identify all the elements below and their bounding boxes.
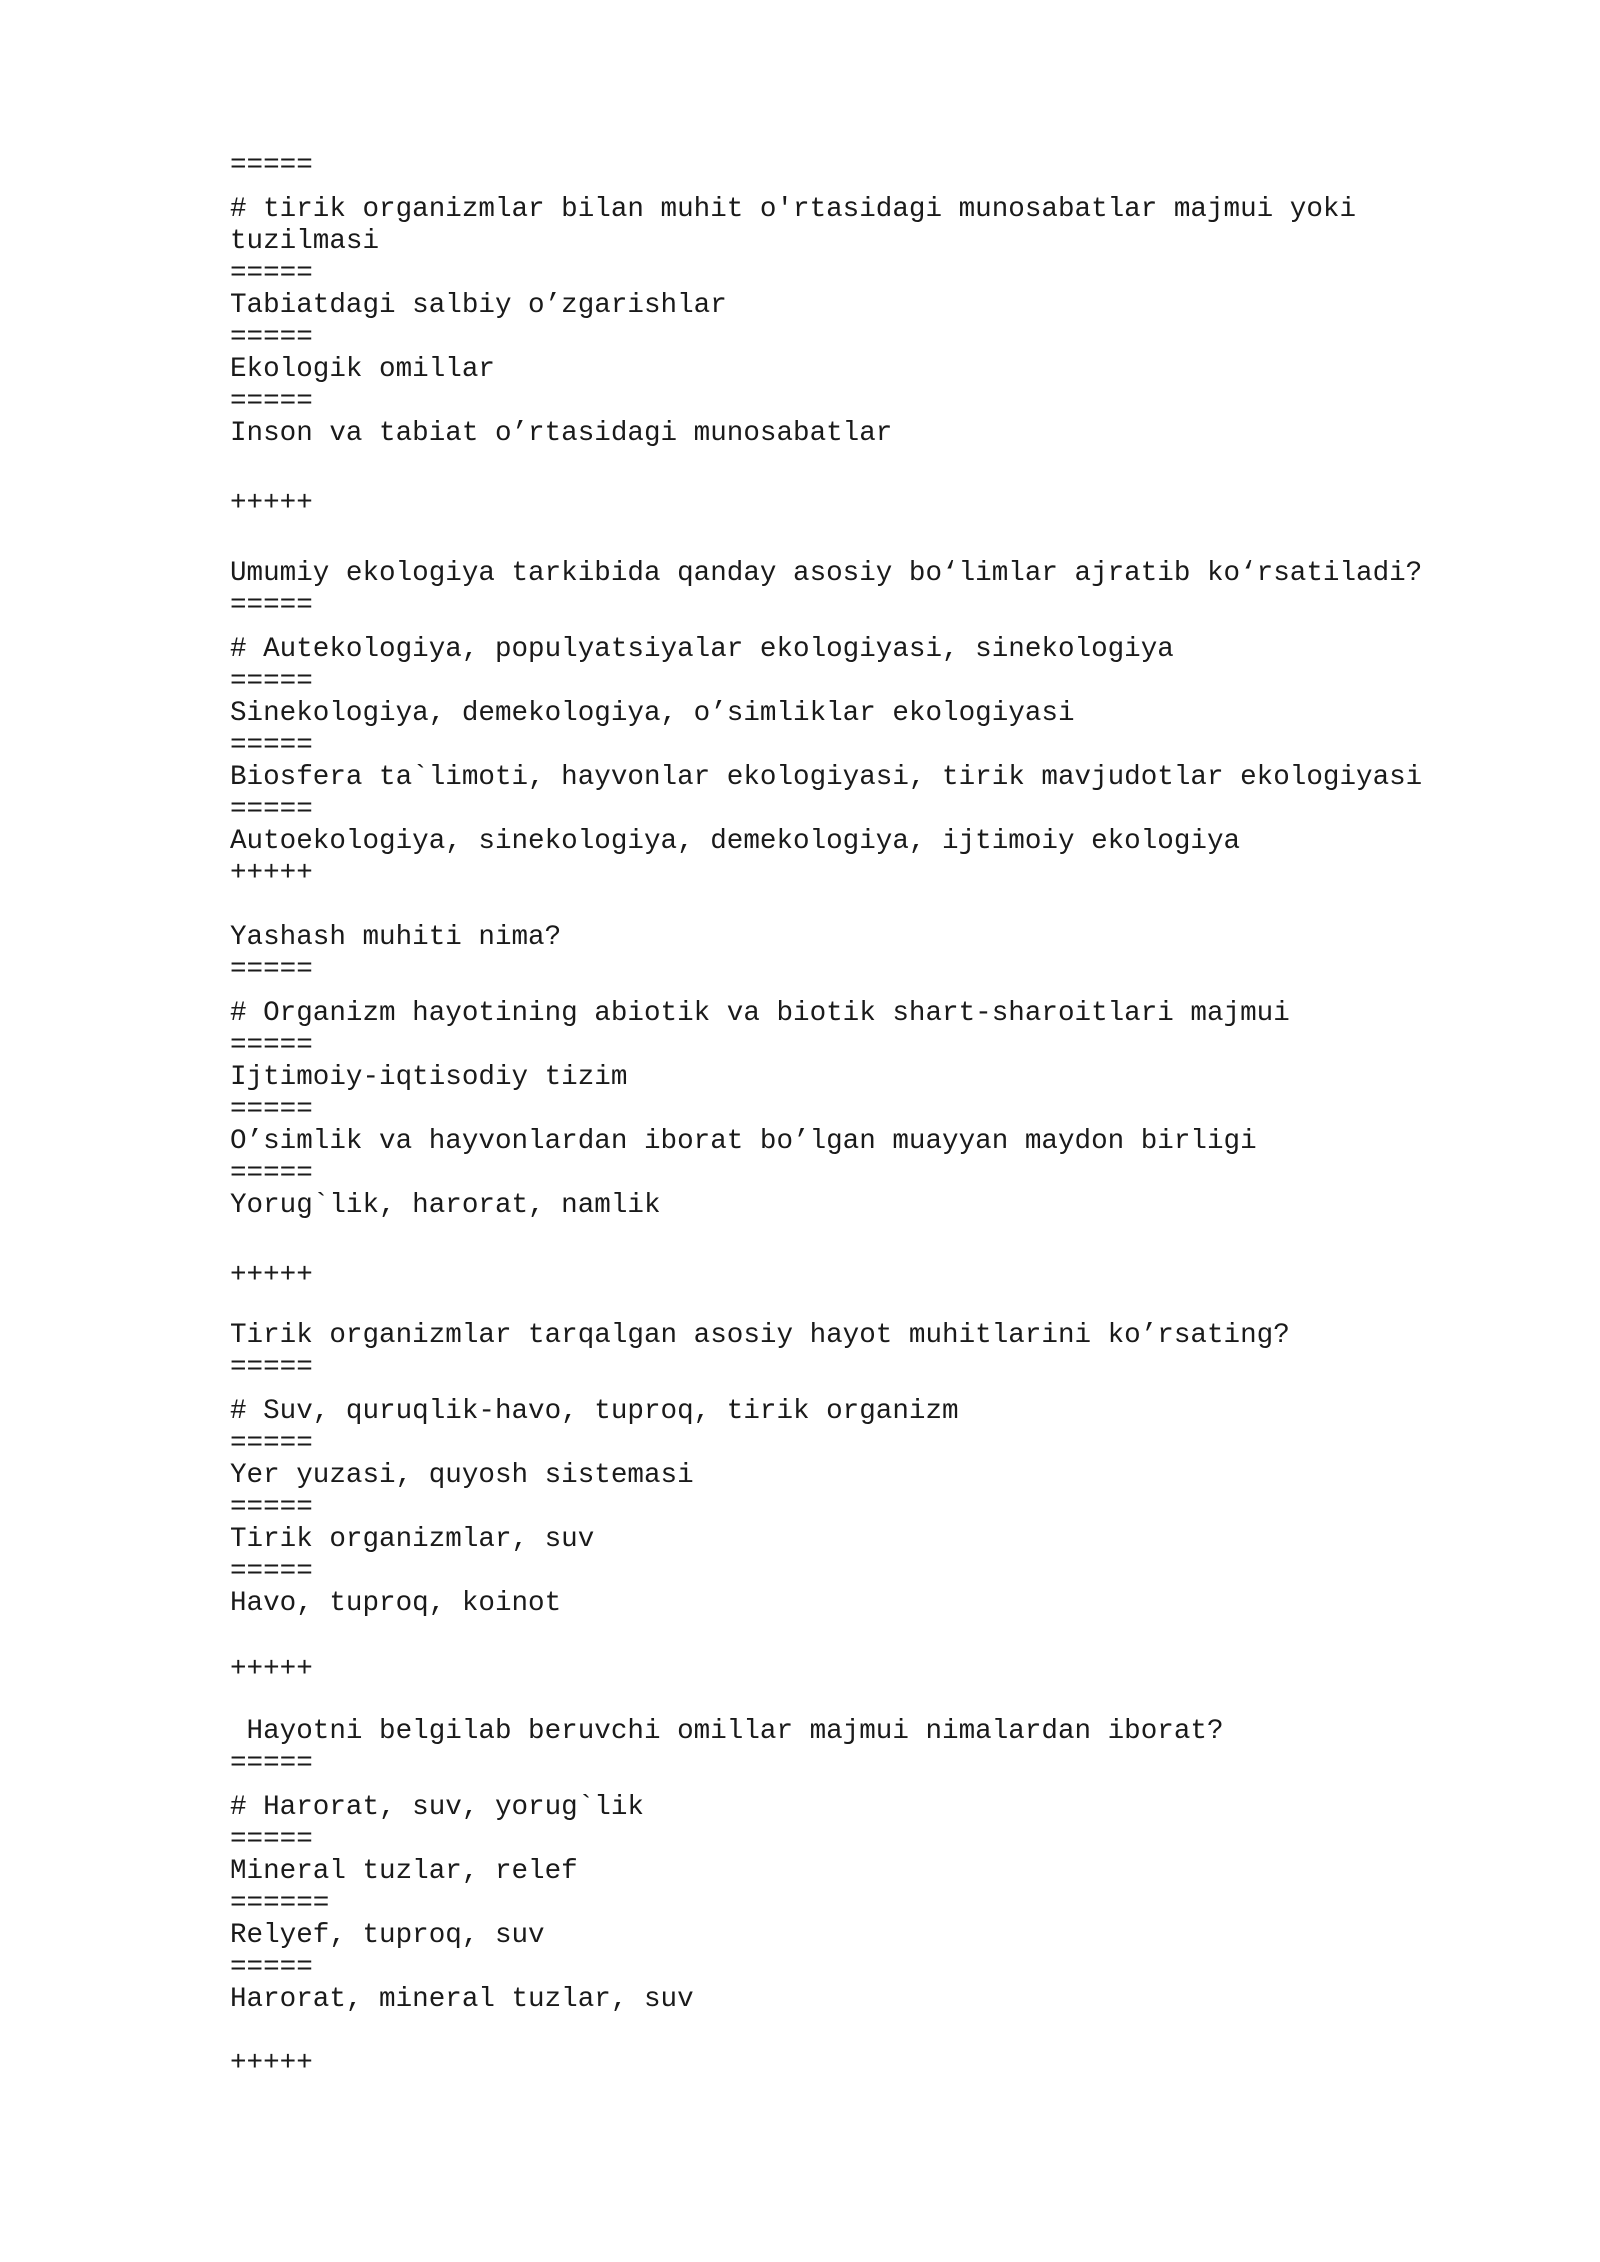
answer-option: Yer yuzasi, quyosh sistemasi bbox=[230, 1460, 694, 1491]
separator: ===== bbox=[230, 590, 313, 621]
answer-correct: # Suv, quruqlik-havo, tuproq, tirik organizm bbox=[230, 1396, 959, 1427]
answer-correct: # Autekologiya, populyatsiyalar ekologiyasi, sinekologiya bbox=[230, 634, 1174, 665]
answer-option: Yorug`lik, harorat, namlik bbox=[230, 1190, 661, 1221]
separator: ===== bbox=[230, 1748, 313, 1779]
question-text: Yashash muhiti nima? bbox=[230, 922, 562, 953]
separator: ===== bbox=[230, 386, 313, 417]
answer-option: Relyef, tuproq, suv bbox=[230, 1920, 545, 1951]
answer-option: Mineral tuzlar, relef bbox=[230, 1856, 578, 1887]
separator: ===== bbox=[230, 258, 313, 289]
separator: ===== bbox=[230, 1352, 313, 1383]
separator: ===== bbox=[230, 1556, 313, 1587]
answer-option: Ekologik omillar bbox=[230, 354, 495, 385]
question-delimiter: +++++ bbox=[230, 858, 313, 889]
separator: ===== bbox=[230, 1428, 313, 1459]
answer-option: Tirik organizmlar, suv bbox=[230, 1524, 595, 1555]
question-delimiter: +++++ bbox=[230, 488, 313, 519]
separator: ===== bbox=[230, 954, 313, 985]
answer-option: Sinekologiya, demekologiya, o’simliklar ekologiyasi bbox=[230, 698, 1075, 729]
answer-option: Havo, tuproq, koinot bbox=[230, 1588, 562, 1619]
separator: ====== bbox=[230, 1888, 330, 1919]
question-text: Hayotni belgilab beruvchi omillar majmui nimalardan iborat? bbox=[230, 1716, 1224, 1747]
answer-option: Tabiatdagi salbiy o’zgarishlar bbox=[230, 290, 727, 321]
separator: ===== bbox=[230, 794, 313, 825]
answer-option: Ijtimoiy-iqtisodiy tizim bbox=[230, 1062, 628, 1093]
answer-correct-line-2: tuzilmasi bbox=[230, 226, 380, 257]
answer-correct: # Organizm hayotining abiotik va biotik shart-sharoitlari majmui bbox=[230, 998, 1290, 1029]
separator: ===== bbox=[230, 150, 313, 181]
answer-option: Autoekologiya, sinekologiya, demekologiya, ijtimoiy ekologiya bbox=[230, 826, 1241, 857]
answer-correct-line-1: # tirik organizmlar bilan muhit o'rtasidagi munosabatlar majmui yoki bbox=[230, 194, 1357, 225]
document-page bbox=[230, 0, 1530, 2262]
separator: ===== bbox=[230, 1824, 313, 1855]
separator: ===== bbox=[230, 1952, 313, 1983]
answer-correct: # Harorat, suv, yorug`lik bbox=[230, 1792, 644, 1823]
separator: ===== bbox=[230, 666, 313, 697]
separator: ===== bbox=[230, 1158, 313, 1189]
separator: ===== bbox=[230, 1094, 313, 1125]
answer-option: Biosfera ta`limoti, hayvonlar ekologiyasi, tirik mavjudotlar ekologiyasi bbox=[230, 762, 1423, 793]
question-text: Umumiy ekologiya tarkibida qanday asosiy bo‘limlar ajratib ko‘rsatiladi? bbox=[230, 558, 1423, 589]
question-delimiter: +++++ bbox=[230, 2048, 313, 2079]
question-delimiter: +++++ bbox=[230, 1654, 313, 1685]
separator: ===== bbox=[230, 1030, 313, 1061]
answer-option: Harorat, mineral tuzlar, suv bbox=[230, 1984, 694, 2015]
question-text: Tirik organizmlar tarqalgan asosiy hayot muhitlarini ko’rsating? bbox=[230, 1320, 1290, 1351]
answer-option: O’simlik va hayvonlardan iborat bo’lgan muayyan maydon birligi bbox=[230, 1126, 1257, 1157]
question-delimiter: +++++ bbox=[230, 1260, 313, 1291]
separator: ===== bbox=[230, 730, 313, 761]
separator: ===== bbox=[230, 322, 313, 353]
answer-option: Inson va tabiat o’rtasidagi munosabatlar bbox=[230, 418, 893, 449]
separator: ===== bbox=[230, 1492, 313, 1523]
